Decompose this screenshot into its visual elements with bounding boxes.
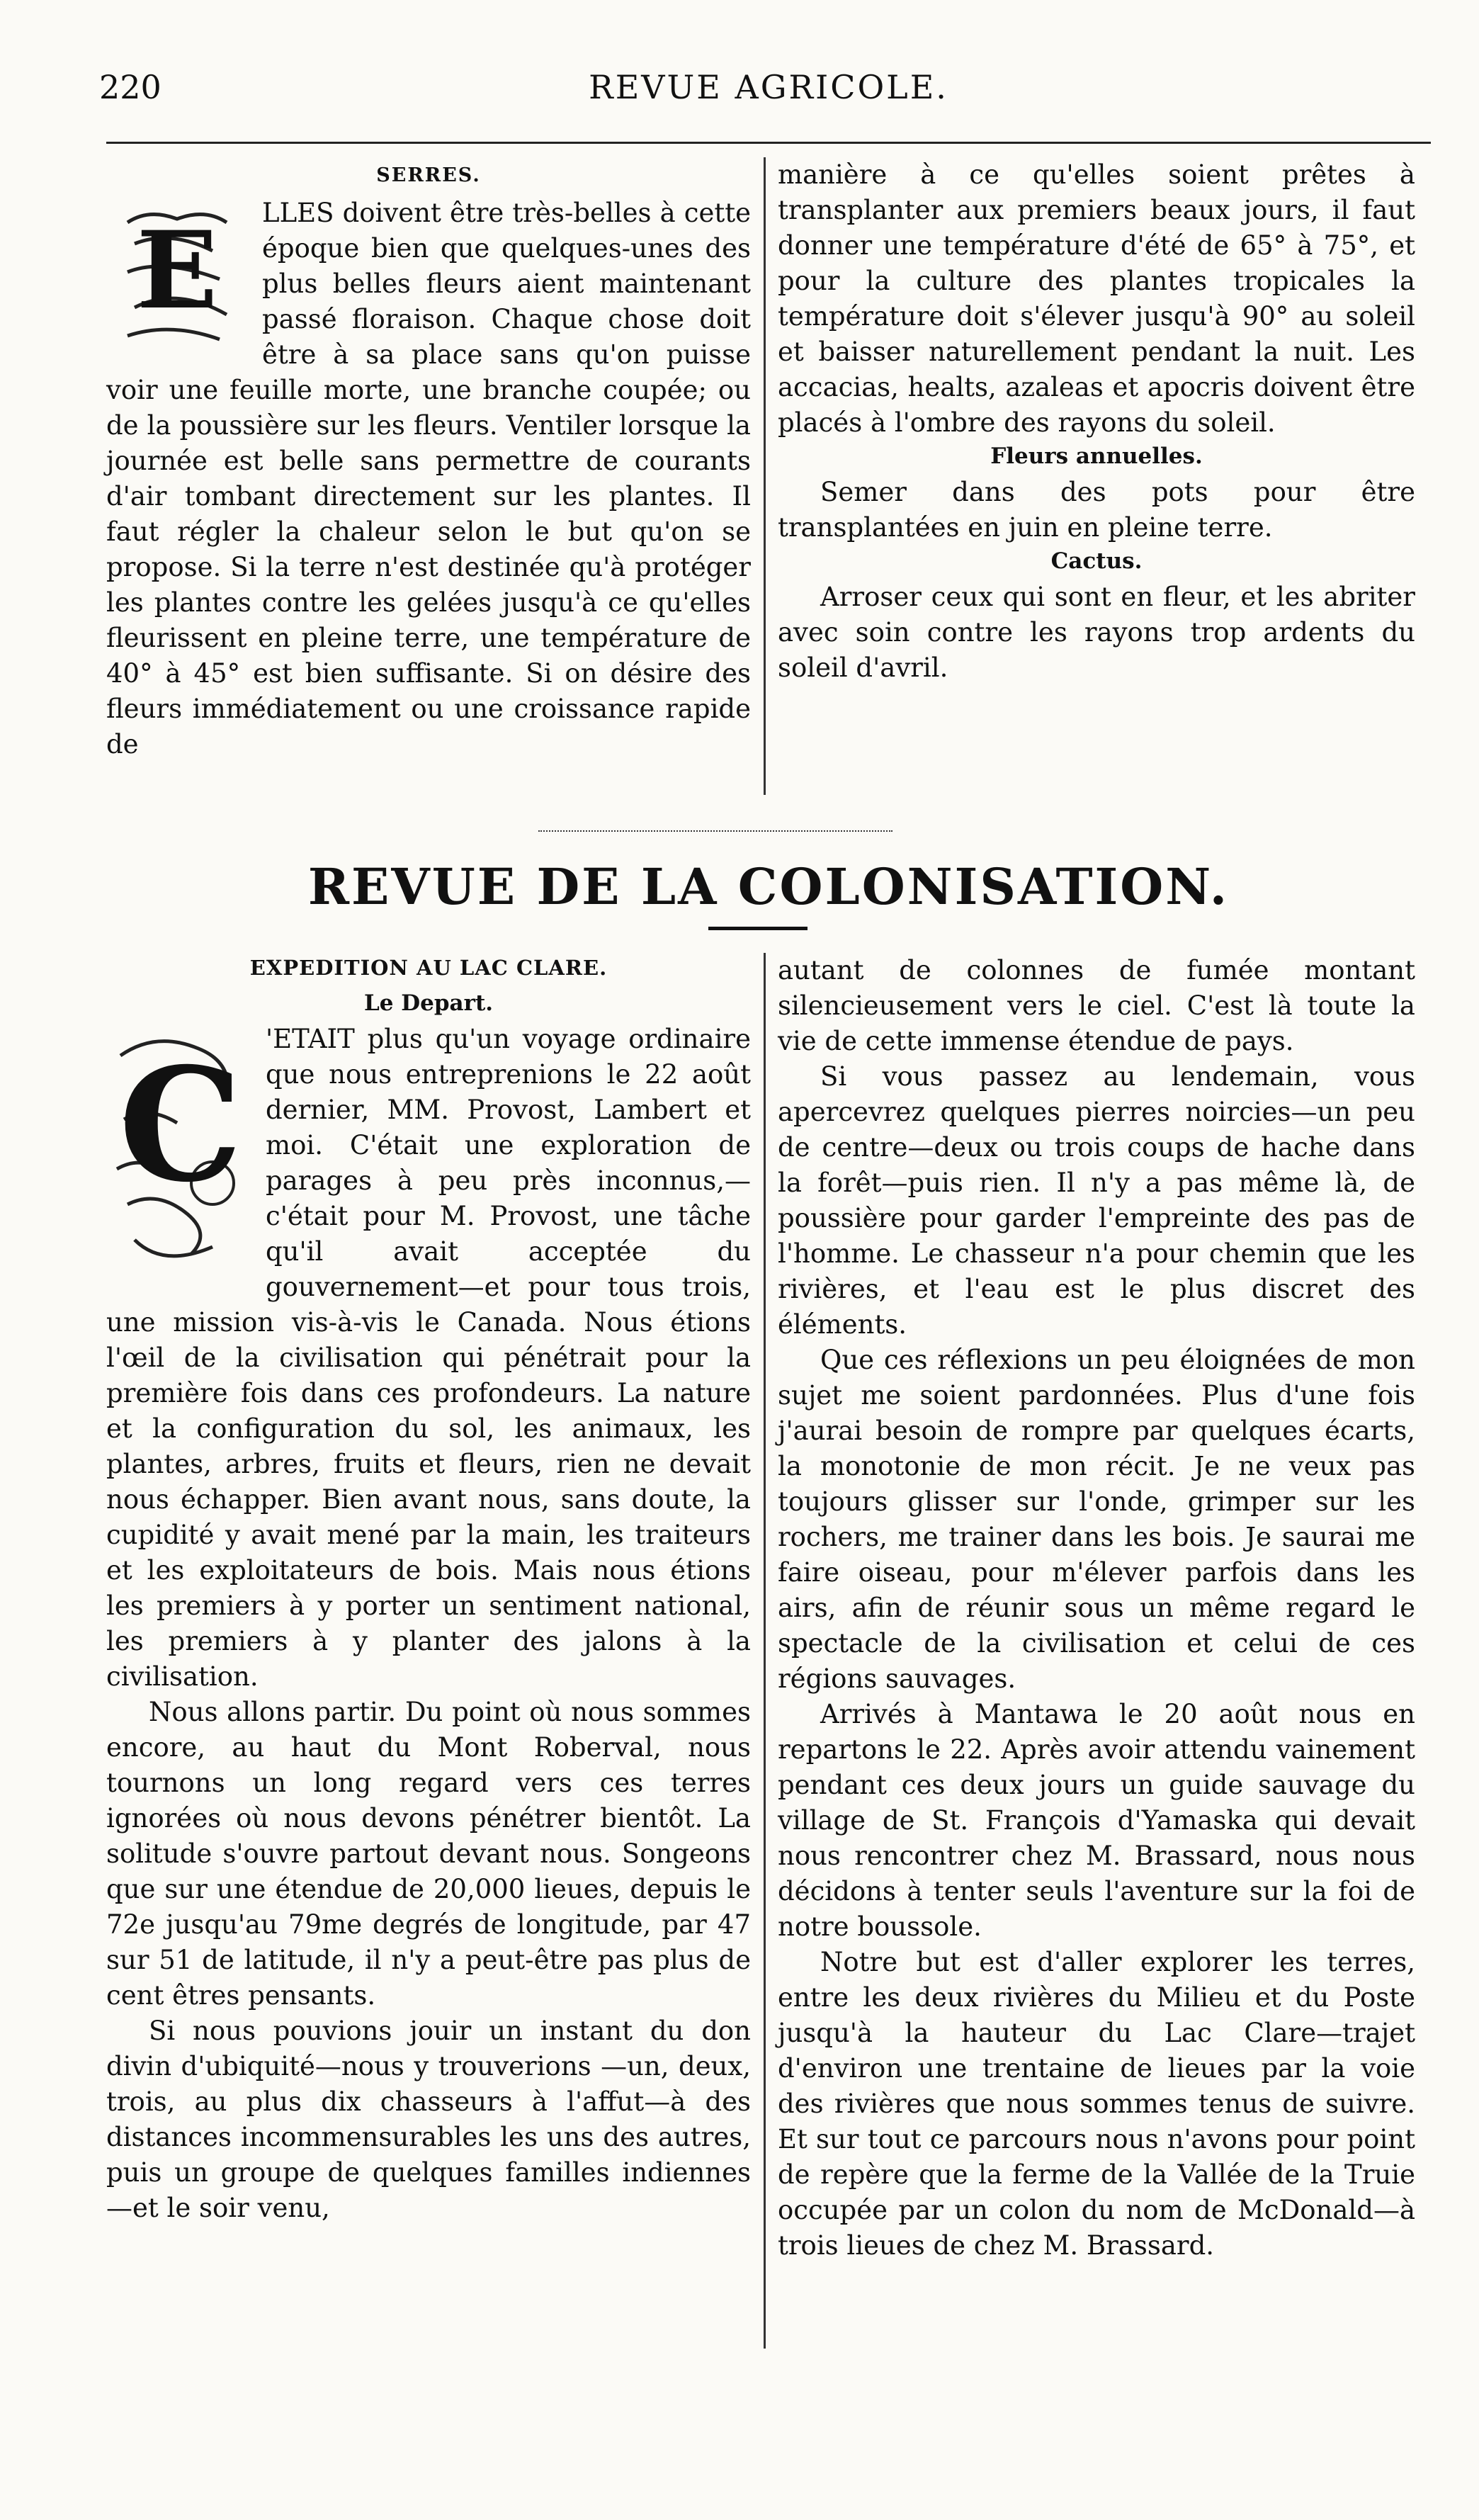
expedition-subheading: Le Depart. [363, 990, 494, 1016]
header-rule [106, 142, 1431, 144]
fleurs-heading: Fleurs annuelles. [990, 443, 1203, 469]
dropcap-letter-c: C [118, 1033, 243, 1216]
ornamental-dropcap-c [106, 1027, 251, 1282]
cactus-text: Arroser ceux qui sont en fleur, et les abriter avec soin contre les rayons trop ardents du soleil d'avril. [778, 582, 1415, 683]
serres-column [106, 157, 751, 762]
expedition-right-paragraph-2: Si vous passez au lendemain, vous apercevrez quelques pierres noircies—un peu de centre—deux ou trois coups de hache dans la forêt—puis rien. Il n'y a pas même là, de poussière pour garder l'empreinte des pas de l'homme. Le chasseur n'a pour chemin que les rivières, et l'eau est le plus discret des éléments. [778, 1061, 1415, 1340]
top-column-rule [764, 157, 766, 795]
dropcap-letter-e: E [136, 208, 218, 333]
section-title: REVUE DE LA COLONISATION. [307, 857, 1230, 916]
serres-heading: SERRES. [376, 164, 481, 186]
expedition-paragraph-1: 'ETAIT plus qu'un voyage ordinaire que nous entreprenions le 22 août dernier, MM. Provost, Lambert et moi. C'était une exploration de parages à peu près inconnus,—c'était pour M. Provost, une tâche qu'il avait acceptée du gouvernement—et pour tous trois, une mission vis-à-vis le Canada. Nous étions l'œil de la civilisation qui pénétrait pour la première fois dans ces profondeurs. La nature et la configuration du sol, les animaux, les plantes, arbres, fruits et fleurs, rien ne devait nous échapper. Bien avant nous, sans doute, la cupidité y avait mené par la main, les traiteurs et les exploitateurs de bois. Mais nous étions les premiers à y porter un sentiment national, les premiers à y planter des jalons à la civilisation. [106, 1024, 751, 1692]
expedition-heading: EXPEDITION AU LAC CLARE. [249, 956, 608, 980]
page-header [99, 68, 1438, 111]
expedition-left-column [106, 949, 751, 2226]
bottom-column-rule [764, 953, 766, 2349]
page-number: 220 [99, 68, 162, 106]
fleurs-text: Semer dans des pots pour être transplantées en juin en pleine terre. [778, 477, 1415, 543]
serres-continuation: manière à ce qu'elles soient prêtes à transplanter aux premiers beaux jours, il faut donner une température d'été de 65° à 75°, et pour la culture des plantes tropicales la température doit s'élever jusqu'à 90° au soleil et baisser naturellement pendant la nuit. Les accacias, healts, azaleas et apocris doivent être placés à l'ombre des rayons du soleil. [778, 159, 1415, 438]
expedition-right-paragraph-4: Arrivés à Mantawa le 20 août nous en repartons le 22. Après avoir attendu vainement pendant ces deux jours un guide sauvage du village de St. François d'Yamaska qui devait nous rencontrer chez M. Brassard, nous nous décidons à tenter seuls l'aventure sur la foi de notre boussole. [778, 1699, 1415, 1942]
serres-paragraph: LLES doivent être très-belles à cette époque bien que quelques-unes des plus belles fleurs aient maintenant passé floraison. Chaque chose doit être à sa place sans qu'on puisse voir une feuille morte, une branche coupée; ou de la poussière sur les fleurs. Ventiler lorsque la journée est belle sans permettre de courants d'air tombant directement sur les plantes. Il faut régler la chaleur selon le but qu'on se propose. Si la terre n'est destinée qu'à protéger les plantes contre les gelées jusqu'à ce qu'elles fleurissent en pleine terre, une température de 40° à 45° est bien suffisante. Si on désire des fleurs immédiatement ou une croissance rapide de [106, 198, 751, 759]
section-separator [538, 830, 892, 832]
ornamental-dropcap-e [106, 201, 248, 350]
expedition-right-column [778, 953, 1415, 2264]
expedition-right-paragraph-1: autant de colonnes de fumée montant silencieusement vers le ciel. C'est là toute la vie de cette immense étendue de pays. [778, 955, 1415, 1056]
serres-continuation-column [778, 157, 1415, 686]
running-title: REVUE AGRICOLE. [589, 68, 948, 106]
expedition-paragraph-3: Si nous pouvions jouir un instant du don divin d'ubiquité—nous y trouverions —un, deux, trois, au plus dix chasseurs à l'affut—à des distances incommensurables les uns des autres, puis un groupe de quelques familles indiennes—et le soir venu, [106, 2016, 751, 2223]
expedition-right-paragraph-5: Notre but est d'aller explorer les terres, entre les deux rivières du Milieu et du Poste jusqu'à la hauteur du Lac Clare—trajet d'environ une trentaine de lieues par la voie des rivières que nous sommes tenus de suivre. Et sur tout ce parcours nous n'avons pour point de repère que la ferme de la Vallée de la Truie occupée par un colon du nom de McDonald—à trois lieues de chez M. Brassard. [778, 1947, 1415, 2261]
cactus-heading: Cactus. [1050, 548, 1143, 574]
expedition-paragraph-2: Nous allons partir. Du point où nous sommes encore, au haut du Mont Roberval, nous tournons un long regard vers ces terres ignorées où nous devons pénétrer bientôt. La solitude s'ouvre partout devant nous. Songeons que sur une étendue de 20,000 lieues, depuis le 72e jusqu'au 79me degrés de longitude, par 47 sur 51 de latitude, il n'y a peut-être pas plus de cent êtres pensants. [106, 1697, 751, 2011]
expedition-right-paragraph-3: Que ces réflexions un peu éloignées de mon sujet me soient pardonnées. Plus d'une fois j'aurai besoin de rompre par quelques écarts, la monotonie de mon récit. Je ne veux pas toujours glisser sur l'onde, grimper sur les rochers, me trainer dans les bois. Je saurai me faire oiseau, pour m'élever parfois dans les airs, afin de réunir sous un même regard le spectacle de la civilisation et celui de ces régions sauvages. [778, 1345, 1415, 1694]
title-underline [708, 927, 808, 930]
